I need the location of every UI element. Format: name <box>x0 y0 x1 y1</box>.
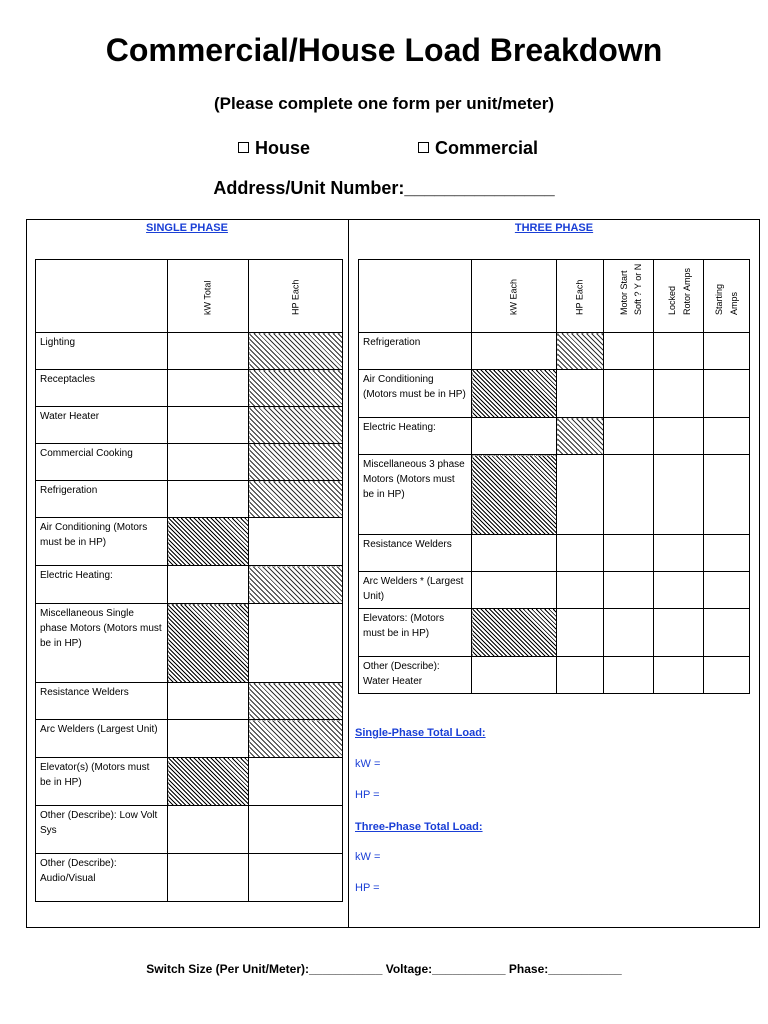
table-row <box>36 806 343 854</box>
hp-each-cell <box>249 481 343 518</box>
house-label: House <box>255 138 311 158</box>
hp-each-cell[interactable] <box>249 604 343 683</box>
page-subtitle: (Please complete one form per unit/meter) <box>213 94 555 113</box>
hp-each-cell[interactable] <box>557 657 604 694</box>
form-divider <box>348 219 349 928</box>
col-hp-each: HP Each <box>557 260 604 333</box>
locked-rotor-cell[interactable] <box>654 370 704 418</box>
locked-rotor-cell[interactable] <box>654 572 704 609</box>
row-label: Air Conditioning (Motors must be in HP) <box>36 518 168 566</box>
hp-each-cell <box>557 333 604 370</box>
motor-start-cell[interactable] <box>604 418 654 455</box>
table-row <box>359 370 750 418</box>
motor-start-cell[interactable] <box>604 572 654 609</box>
col-hp-each: HP Each <box>249 260 343 333</box>
row-label: Refrigeration <box>359 333 472 370</box>
starting-amps-cell[interactable] <box>704 609 750 657</box>
single-phase-hp-field[interactable]: HP = <box>355 789 380 801</box>
table-row <box>36 518 343 566</box>
single-phase-kw-field[interactable]: kW = <box>355 758 381 770</box>
table-row <box>36 683 343 720</box>
starting-amps-cell[interactable] <box>704 455 750 535</box>
table-row <box>359 333 750 370</box>
table-row <box>359 455 750 535</box>
col-locked-rotor-amps: Locked Rotor Amps <box>654 260 704 333</box>
checkbox-house[interactable] <box>238 142 249 153</box>
single-phase-table <box>35 259 343 902</box>
single-phase-total-label: Single-Phase Total Load: <box>355 727 486 739</box>
locked-rotor-cell[interactable] <box>654 455 704 535</box>
kw-total-cell[interactable] <box>168 481 249 518</box>
starting-amps-cell[interactable] <box>704 418 750 455</box>
starting-amps-cell[interactable] <box>704 535 750 572</box>
hp-each-cell <box>249 444 343 481</box>
kw-total-cell[interactable] <box>168 407 249 444</box>
kw-each-cell[interactable] <box>472 535 557 572</box>
col-kw-total: kW Total <box>168 260 249 333</box>
row-label: Other (Describe): Low Volt Sys <box>36 806 168 854</box>
hp-each-cell[interactable] <box>249 518 343 566</box>
row-label: Electric Heating: <box>36 566 168 604</box>
row-label: Miscellaneous Single phase Motors (Motors must be in HP) <box>36 604 168 683</box>
motor-start-cell[interactable] <box>604 657 654 694</box>
header-blank <box>36 260 168 333</box>
commercial-label: Commercial <box>435 138 539 158</box>
motor-start-cell[interactable] <box>604 333 654 370</box>
table-row <box>36 720 343 758</box>
footer-fields[interactable]: Switch Size (Per Unit/Meter):___________ Voltage:___________ Phase:___________ <box>146 962 622 976</box>
table-row <box>36 604 343 683</box>
table-row <box>36 758 343 806</box>
kw-each-cell <box>472 370 557 418</box>
col-starting-amps: Starting Amps <box>704 260 750 333</box>
row-label: Commercial Cooking <box>36 444 168 481</box>
kw-each-cell <box>472 455 557 535</box>
house-option[interactable] <box>238 138 310 159</box>
kw-total-cell <box>168 604 249 683</box>
three-phase-header-row <box>359 260 750 333</box>
locked-rotor-cell[interactable] <box>654 418 704 455</box>
hp-each-cell <box>249 720 343 758</box>
hp-each-cell <box>249 566 343 604</box>
row-label: Lighting <box>36 333 168 370</box>
row-label: Receptacles <box>36 370 168 407</box>
table-row <box>36 481 343 518</box>
col-kw-each: kW Each <box>472 260 557 333</box>
kw-total-cell[interactable] <box>168 683 249 720</box>
table-row <box>36 566 343 604</box>
hp-each-cell <box>249 407 343 444</box>
kw-each-cell <box>472 609 557 657</box>
row-label: Elevator(s) (Motors must be in HP) <box>36 758 168 806</box>
row-label: Refrigeration <box>36 481 168 518</box>
three-phase-title: THREE PHASE <box>514 222 594 234</box>
hp-each-cell[interactable] <box>557 455 604 535</box>
single-phase-header-row <box>36 260 343 333</box>
kw-each-cell[interactable] <box>472 657 557 694</box>
kw-each-cell[interactable] <box>472 572 557 609</box>
table-row <box>359 572 750 609</box>
row-label: Miscellaneous 3 phase Motors (Motors must be in HP) <box>359 455 472 535</box>
col-motor-start: Motor Start Soft ? Y or N <box>604 260 654 333</box>
kw-total-cell[interactable] <box>168 333 249 370</box>
hp-each-cell[interactable] <box>249 854 343 902</box>
motor-start-cell[interactable] <box>604 370 654 418</box>
table-row <box>36 444 343 481</box>
hp-each-cell[interactable] <box>557 572 604 609</box>
kw-each-cell[interactable] <box>472 418 557 455</box>
row-label: Other (Describe): Audio/Visual <box>36 854 168 902</box>
page-title: Commercial/House Load Breakdown <box>105 32 663 68</box>
kw-total-cell[interactable] <box>168 806 249 854</box>
kw-total-cell[interactable] <box>168 854 249 902</box>
hp-each-cell <box>249 370 343 407</box>
row-label: Arc Welders (Largest Unit) <box>36 720 168 758</box>
kw-total-cell[interactable] <box>168 566 249 604</box>
hp-each-cell[interactable] <box>557 609 604 657</box>
starting-amps-cell[interactable] <box>704 657 750 694</box>
kw-total-cell[interactable] <box>168 370 249 407</box>
locked-rotor-cell[interactable] <box>654 657 704 694</box>
starting-amps-cell[interactable] <box>704 572 750 609</box>
hp-each-cell <box>249 333 343 370</box>
starting-amps-cell[interactable] <box>704 370 750 418</box>
row-label: Water Heater <box>36 407 168 444</box>
address-field[interactable]: Address/Unit Number:_______________ <box>213 178 555 198</box>
row-label: Resistance Welders <box>36 683 168 720</box>
row-label: Electric Heating: <box>359 418 472 455</box>
table-row <box>36 333 343 370</box>
three-phase-kw-field[interactable]: kW = <box>355 851 381 863</box>
locked-rotor-cell[interactable] <box>654 535 704 572</box>
kw-total-cell[interactable] <box>168 444 249 481</box>
row-label: Other (Describe): Water Heater <box>359 657 472 694</box>
hp-each-cell[interactable] <box>557 535 604 572</box>
header-blank <box>359 260 472 333</box>
locked-rotor-cell[interactable] <box>654 609 704 657</box>
table-row <box>36 854 343 902</box>
table-row <box>359 657 750 694</box>
single-phase-title: SINGLE PHASE <box>146 222 228 234</box>
starting-amps-cell[interactable] <box>704 333 750 370</box>
hp-each-cell[interactable] <box>557 370 604 418</box>
kw-total-cell <box>168 758 249 806</box>
locked-rotor-cell[interactable] <box>654 333 704 370</box>
kw-total-cell <box>168 518 249 566</box>
kw-each-cell[interactable] <box>472 333 557 370</box>
checkbox-commercial[interactable] <box>418 142 429 153</box>
row-label: Arc Welders * (Largest Unit) <box>359 572 472 609</box>
row-label: Resistance Welders <box>359 535 472 572</box>
motor-start-cell[interactable] <box>604 455 654 535</box>
hp-each-cell[interactable] <box>249 806 343 854</box>
three-phase-hp-field[interactable]: HP = <box>355 882 380 894</box>
table-row <box>359 535 750 572</box>
hp-each-cell[interactable] <box>249 758 343 806</box>
hp-each-cell <box>557 418 604 455</box>
motor-start-cell[interactable] <box>604 609 654 657</box>
table-row <box>36 407 343 444</box>
table-row <box>359 609 750 657</box>
three-phase-total-label: Three-Phase Total Load: <box>355 821 483 833</box>
row-label: Elevators: (Motors must be in HP) <box>359 609 472 657</box>
commercial-option[interactable] <box>418 138 538 159</box>
table-row <box>359 418 750 455</box>
motor-start-cell[interactable] <box>604 535 654 572</box>
three-phase-table <box>358 259 750 694</box>
row-label: Air Conditioning (Motors must be in HP) <box>359 370 472 418</box>
hp-each-cell <box>249 683 343 720</box>
kw-total-cell[interactable] <box>168 720 249 758</box>
table-row <box>36 370 343 407</box>
